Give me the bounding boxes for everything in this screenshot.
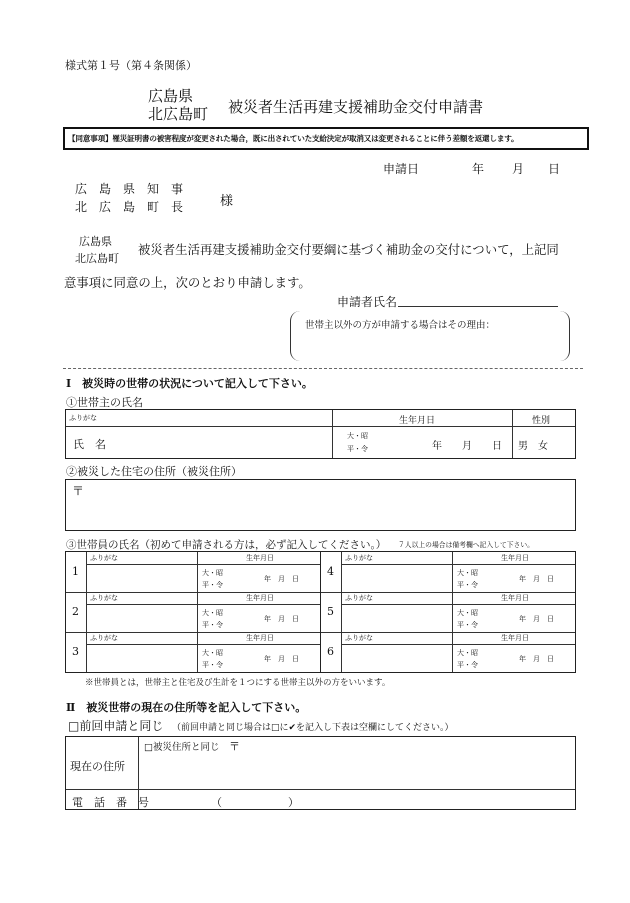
member-row [321, 632, 575, 672]
head-era-1[interactable]: 大・昭 [347, 432, 368, 440]
head-name-label: 氏 名 [73, 438, 106, 451]
member-name-field[interactable] [343, 566, 449, 590]
member-birth-ymd[interactable]: 年 月 日 [519, 655, 554, 663]
head-table [65, 409, 576, 459]
member-furigana-label: ふりがな [90, 634, 118, 642]
member-number: 2 [72, 605, 79, 618]
disaster-address-field[interactable] [65, 479, 576, 531]
member-furigana-label: ふりがな [345, 554, 373, 562]
member-row [66, 552, 320, 592]
header-town: 北広島町 [148, 105, 209, 123]
same-as-previous-checkbox[interactable]: □前回申請と同じ [68, 719, 164, 733]
same-as-previous-note: （前回申請と同じ場合は□に✔を記入し下表は空欄にしてください。） [172, 723, 454, 733]
disaster-address-label: ②被災した住宅の住所（被災住所） [66, 465, 242, 478]
date-month[interactable]: 月 [512, 162, 525, 176]
member-era-1[interactable]: 大・昭 [457, 609, 478, 617]
member-name-field[interactable] [88, 606, 194, 630]
current-address-label: 現在の住所 [70, 760, 125, 773]
member-furigana-label: ふりがな [345, 634, 373, 642]
form-number: 様式第１号（第４条関係） [65, 59, 197, 72]
head-birth-ymd[interactable]: 年 月 日 [432, 441, 502, 452]
body-pref: 広島県 [79, 235, 112, 248]
addressee-mayor: 北 広 島 町 長 [75, 200, 184, 214]
body-town: 北広島町 [75, 252, 119, 265]
member-birth-header: 生年月日 [246, 594, 274, 602]
member-birth-ymd[interactable]: 年 月 日 [264, 615, 299, 623]
head-era-2[interactable]: 平・令 [347, 445, 368, 453]
member-birth-header: 生年月日 [246, 554, 274, 562]
reason-label: 世帯主以外の方が申請する場合はその理由： [305, 320, 496, 331]
member-era-2[interactable]: 平・令 [457, 621, 478, 629]
addressee-honorific: 様 [220, 194, 234, 209]
addressee-governor: 広 島 県 知 事 [75, 182, 184, 196]
member-era-2[interactable]: 平・令 [457, 661, 478, 669]
consent-box [63, 127, 589, 150]
member-row [66, 632, 320, 672]
member-era-2[interactable]: 平・令 [202, 581, 223, 589]
reason-box[interactable] [290, 311, 570, 361]
member-row [321, 552, 575, 592]
current-address-field[interactable] [142, 753, 572, 787]
member-birth-ymd[interactable]: 年 月 日 [264, 575, 299, 583]
head-gender-options[interactable]: 男 女 [518, 441, 548, 452]
same-as-disaster-checkbox[interactable]: □被災住所と同じ [144, 742, 220, 753]
body-text-1: 被災者生活再建支援補助金交付要綱に基づく補助金の交付について，上記同 [138, 242, 559, 257]
phone-label: 電 話 番 号 [72, 796, 149, 809]
member-birth-header: 生年月日 [501, 554, 529, 562]
form-title: 被災者生活再建支援補助金交付申請書 [228, 98, 484, 116]
member-furigana-label: ふりがな [90, 594, 118, 602]
section-divider [63, 368, 583, 369]
date-year[interactable]: 年 [472, 162, 485, 176]
head-of-household-label: ①世帯主の氏名 [66, 396, 143, 409]
body-text-2: 意事項に同意の上，次のとおり申請します。 [64, 275, 311, 290]
members-note: ７人以上の場合は備考欄へ記入して下さい。 [398, 541, 534, 549]
member-birth-header: 生年月日 [501, 634, 529, 642]
members-label: ③世帯員の氏名（初めて申請される方は，必ず記入してください。） [66, 539, 387, 551]
member-era-2[interactable]: 平・令 [202, 621, 223, 629]
current-postal-mark: 〒 [229, 740, 240, 753]
member-furigana-label: ふりがな [345, 594, 373, 602]
member-name-field[interactable] [88, 566, 194, 590]
head-furigana-label: ふりがな [69, 414, 97, 422]
members-footnote: ※世帯員とは，世帯主と住宅及び生計を１つにする世帯主以外の方をいいます。 [85, 678, 391, 688]
member-number: 6 [327, 645, 334, 658]
date-label: 申請日 [383, 162, 420, 176]
birth-header: 生年月日 [399, 416, 436, 426]
member-era-2[interactable]: 平・令 [457, 581, 478, 589]
member-number: 5 [327, 605, 334, 618]
current-address-table [65, 736, 576, 810]
gender-header: 性別 [532, 416, 551, 426]
member-name-field[interactable] [343, 646, 449, 670]
member-era-1[interactable]: 大・昭 [202, 569, 223, 577]
member-row [321, 592, 575, 632]
member-era-1[interactable]: 大・昭 [457, 649, 478, 657]
member-row [66, 592, 320, 632]
head-furigana-field[interactable] [126, 411, 326, 425]
member-era-1[interactable]: 大・昭 [202, 609, 223, 617]
member-name-field[interactable] [343, 606, 449, 630]
member-era-1[interactable]: 大・昭 [202, 649, 223, 657]
member-birth-ymd[interactable]: 年 月 日 [519, 575, 554, 583]
member-number: 1 [72, 565, 79, 578]
phone-field[interactable]: （ ） [211, 796, 299, 809]
members-table [65, 551, 576, 673]
head-name-field[interactable] [126, 428, 326, 456]
consent-text: 【同意事項】罹災証明書の被害程度が変更された場合，既に出されていた支給決定が取消又は変更されることに伴う差額を返還します。 [68, 134, 519, 143]
disaster-postal-mark: 〒 [72, 484, 85, 498]
applicant-label: 申請者氏名 [337, 295, 398, 309]
section1-title: Ⅰ 被災時の世帯の状況について記入して下さい。 [66, 377, 313, 390]
member-birth-header: 生年月日 [501, 594, 529, 602]
member-era-1[interactable]: 大・昭 [457, 569, 478, 577]
section2-title: Ⅱ 被災世帯の現在の住所等を記入して下さい。 [66, 701, 307, 714]
applicant-name-line[interactable] [398, 306, 558, 307]
member-birth-ymd[interactable]: 年 月 日 [264, 655, 299, 663]
header-pref: 広島県 [148, 87, 194, 105]
member-birth-ymd[interactable]: 年 月 日 [519, 615, 554, 623]
member-name-field[interactable] [88, 646, 194, 670]
member-birth-header: 生年月日 [246, 634, 274, 642]
member-number: 4 [327, 565, 334, 578]
member-number: 3 [72, 645, 79, 658]
member-era-2[interactable]: 平・令 [202, 661, 223, 669]
member-furigana-label: ふりがな [90, 554, 118, 562]
date-day[interactable]: 日 [548, 162, 561, 176]
